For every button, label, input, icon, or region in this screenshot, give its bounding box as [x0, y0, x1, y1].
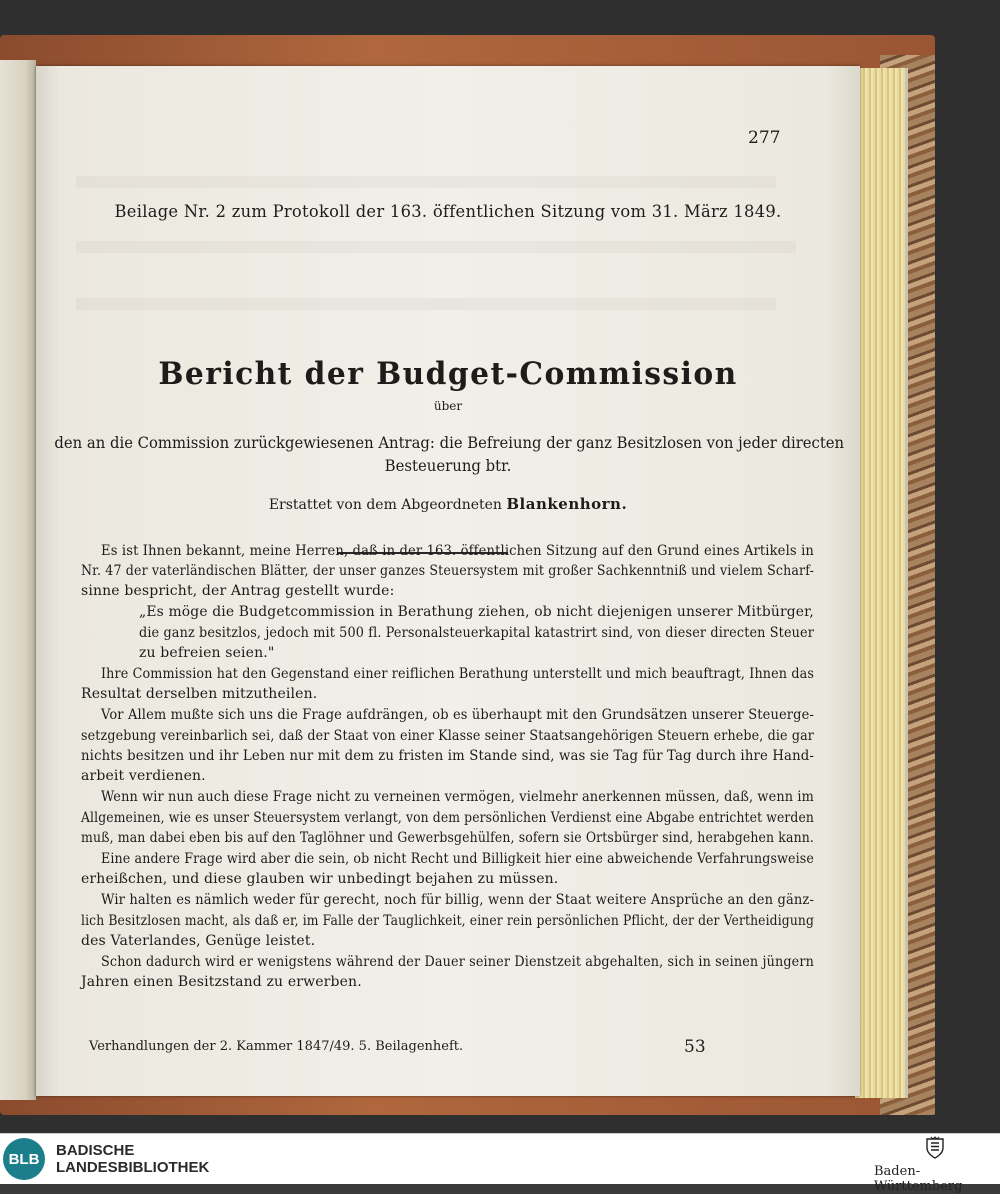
body-line: erheißchen, und diese glauben wir unbedingt bejahen zu müssen. — [81, 871, 559, 887]
subject-line-1: den an die Commission zurückgewiesenen Antrag: die Befreiung der ganz Besitzlosen von jeder directen — [54, 434, 845, 452]
ueber-label: über — [433, 399, 463, 413]
body-line: Ihre Commission hat den Gegenstand einer reiflichen Berathung unterstellt und mich beauftragt, Ihnen das — [101, 666, 814, 682]
body-line: des Vaterlandes, Genüge leistet. — [81, 933, 316, 949]
page-number: 277 — [748, 128, 781, 148]
page-footer: Verhandlungen der 2. Kammer 1847/49. 5. Beilagenheft. — [89, 1039, 464, 1054]
body-line: setzgebung vereinbarlich sei, daß der Staat von einer Klasse seiner Staatsangehörigen Steuern erhebe, die gar — [81, 728, 814, 744]
body-line: nichts besitzen und ihr Leben nur mit dem zu fristen im Stande sind, was sie Tag für Tag durch ihre Hand- — [81, 748, 814, 764]
state-label: Baden-Württemberg — [874, 1164, 963, 1194]
library-line-1: BADISCHE — [56, 1142, 135, 1159]
body-line: Jahren einen Besitzstand zu erwerben. — [81, 974, 362, 990]
body-line: Resultat derselben mitzutheilen. — [81, 686, 318, 702]
body-line: sinne bespricht, der Antrag gestellt wurde: — [81, 583, 395, 599]
body-line: Allgemeinen, wie es unser Steuersystem verlangt, von dem persönlichen Verdienst eine Abgabe entrichtet werden — [81, 810, 814, 826]
report-title: Bericht der Budget-Commission — [158, 356, 738, 392]
body-line: Eine andere Frage wird aber die sein, ob nicht Recht und Billigkeit hier eine abweichende Verfahrungsweise — [101, 851, 814, 867]
sheet-mark: 53 — [684, 1037, 706, 1057]
subject-line-2: Besteuerung btr. — [384, 457, 512, 475]
body-line: „Es möge die Budgetcommission in Berathung ziehen, ob nicht diejenigen unserer Mitbürger, — [139, 604, 814, 620]
book-page — [36, 66, 860, 1096]
body-line: lich Besitzlosen macht, als daß er, im Falle der Tauglichkeit, einer rein persönlichen Pflicht, der der Vertheidigung — [81, 913, 814, 929]
library-line-2: LANDESBIBLIOTHEK — [56, 1159, 210, 1176]
body-line: die ganz besitzlos, jedoch mit 500 fl. Personalsteuerkapital katastrirt sind, von dieser directen Steuer — [139, 625, 814, 641]
left-page-edge — [0, 60, 36, 1100]
body-line: Es ist Ihnen bekannt, meine Herren, daß in der 163. öffentlichen Sitzung auf den Grund eines Artikels in — [101, 543, 814, 559]
reporter-line — [36, 495, 860, 513]
reporter-name: Blankenhorn. — [506, 495, 628, 513]
bottom-bar — [0, 1133, 1000, 1194]
body-line: Wir halten es nämlich weder für gerecht, noch für billig, wenn der Staat weitere Ansprüche an den gänz- — [101, 892, 814, 908]
page-block-edges — [855, 68, 908, 1098]
body-line: muß, man dabei eben bis auf den Taglöhner und Gewerbsgehülfen, sofern sie Ortsbürger sind, herabgehen kann. — [81, 830, 814, 846]
library-name[interactable] — [56, 1142, 209, 1176]
supplement-heading: Beilage Nr. 2 zum Protokoll der 163. öffentlichen Sitzung vom 31. März 1849. — [114, 202, 782, 222]
blb-logo[interactable]: BLB — [3, 1138, 45, 1180]
reporter-prefix: Erstattet von dem Abgeordneten — [268, 497, 502, 513]
body-line: Wenn wir nun auch diese Frage nicht zu verneinen vermögen, vielmehr anerkennen müssen, daß, wenn im — [101, 789, 814, 805]
body-line: arbeit verdienen. — [81, 768, 206, 784]
body-line: Schon dadurch wird er wenigstens während der Dauer seiner Dienstzeit abgehalten, sich in seinen jüngern — [101, 954, 814, 970]
coat-of-arms-icon — [924, 1136, 946, 1160]
body-line: Vor Allem mußte sich uns die Frage aufdrängen, ob es überhaupt mit den Grundsätzen unserer Steuerge- — [101, 707, 814, 723]
body-line: zu befreien seien." — [139, 645, 275, 661]
body-line: Nr. 47 der vaterländischen Blätter, der unser ganzes Steuersystem mit großer Sachkenntniß und vielem Scharf- — [81, 563, 814, 579]
